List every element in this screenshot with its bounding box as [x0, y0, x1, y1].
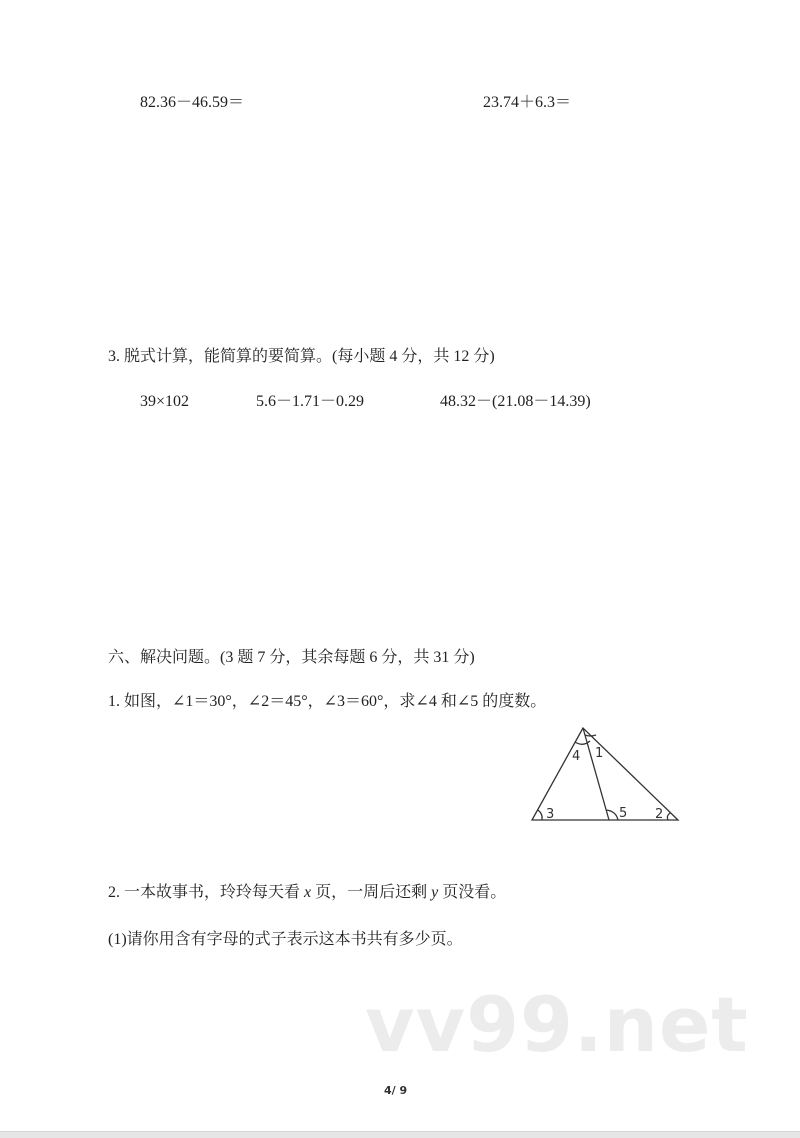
interior-segment: [583, 728, 609, 820]
triangle-figure: [520, 720, 690, 830]
angle-arc-3: [538, 810, 542, 820]
section-6-title: 六、解决问题。(3 题 7 分，其余每题 6 分，共 31 分): [108, 649, 475, 666]
expression-1: 82.36－46.59＝: [140, 94, 245, 111]
q3-item-1: 39×102: [140, 393, 190, 410]
angle-label-5: 5: [619, 806, 628, 821]
watermark: vv99.net: [365, 980, 749, 1069]
question-3-title: 3. 脱式计算，能简算的要简算。(每小题 4 分，共 12 分): [108, 348, 495, 365]
question-2-sub-1: (1)请你用含有字母的式子表示这本书共有多少页。: [108, 931, 463, 948]
section-6-question-1: 1. 如图，∠1＝30°，∠2＝45°，∠3＝60°，求∠4 和∠5 的度数。: [108, 693, 547, 710]
angle-label-1: 1: [595, 746, 604, 761]
q3-item-3: 48.32－(21.08－14.39): [440, 393, 591, 410]
page-number: 4/ 9: [384, 1084, 408, 1097]
angle-label-2: 2: [655, 807, 664, 822]
variable-x: x: [304, 884, 312, 901]
q2-text-c: 页没看。: [438, 884, 507, 901]
variable-y: y: [431, 884, 439, 901]
q2-text-b: 页，一周后还剩: [311, 884, 432, 901]
angle-arc-2: [667, 813, 670, 820]
expression-2: 23.74＋6.3＝: [483, 94, 572, 111]
q3-item-2: 5.6－1.71－0.29: [256, 393, 365, 410]
angle-label-3: 3: [546, 807, 555, 822]
q2-text-a: 2. 一本故事书，玲玲每天看: [108, 884, 305, 901]
section-6-question-2: [108, 883, 506, 903]
angle-label-4: 4: [572, 749, 581, 764]
